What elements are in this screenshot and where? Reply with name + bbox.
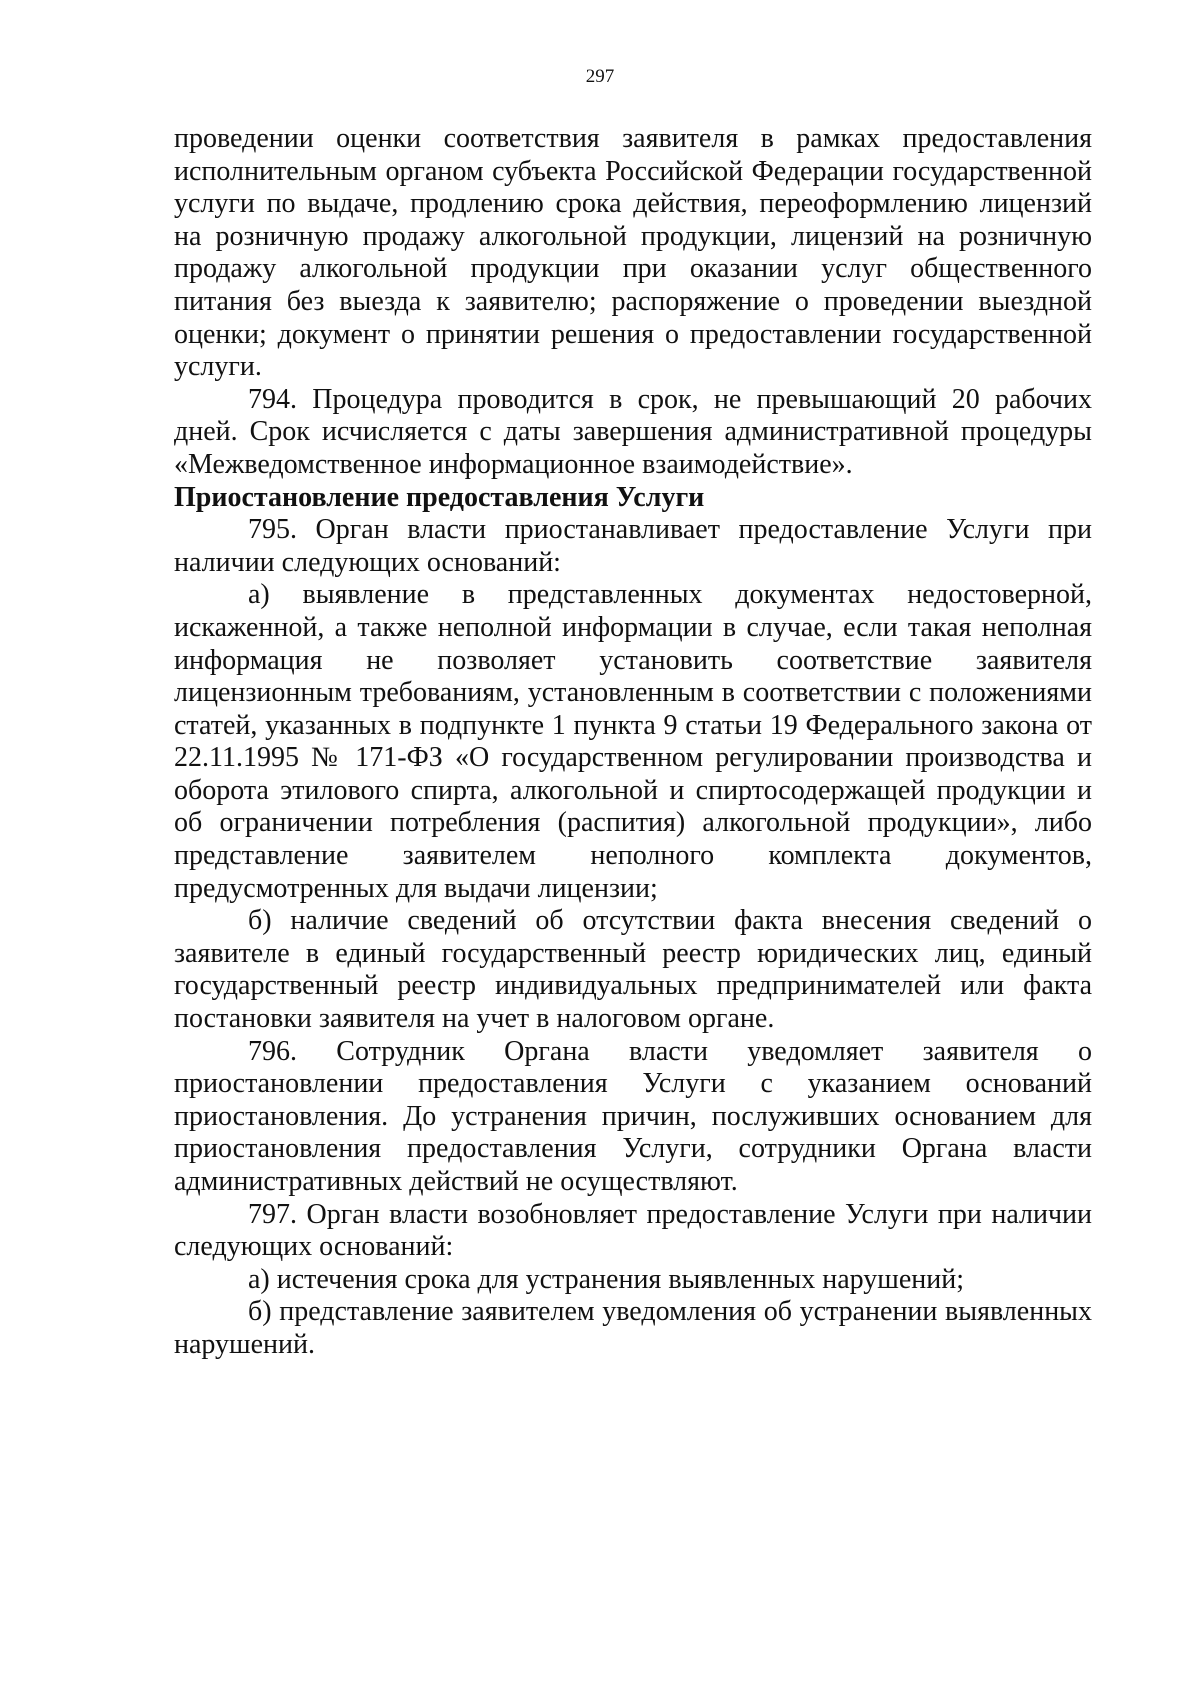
paragraph-795-b: б) наличие сведений об отсутствии факта внесения сведений о заявителе в единый государственный реестр юридических лиц, единый государственный реестр индивидуальных предпринимателей или факта постановки заявителя на учет в налоговом органе.	[174, 905, 1092, 1035]
paragraph-796: 796. Сотрудник Органа власти уведомляет заявителя о приостановлении предоставления Услуги с указанием оснований приостановления. До устранения причин, послуживших основанием для приостановления предоставления Услуги, сотрудники Органа власти административных действий не осуществляют.	[174, 1035, 1092, 1197]
paragraph-795-a: а) выявление в представленных документах недостоверной, искаженной, а также неполной информации в случае, если такая неполная информация не позволяет установить соответствие заявителя лицензионным требованиям, установленным в соответствии с положениями статей, указанных в подпункте 1 пункта 9 статьи 19 Федерального закона от 22.11.1995 № 171-ФЗ «О государственном регулировании производства и оборота этилового спирта, алкогольной и спиртосодержащей продукции и об ограничении потребления (распития) алкогольной продукции», либо представление заявителем неполного комплекта документов, предусмотренных для выдачи лицензии;	[174, 579, 1092, 904]
paragraph-continuation: проведении оценки соответствия заявителя в рамках предоставления исполнительным органом субъекта Российской Федерации государственной услуги по выдаче, продлению срока действия, переоформлению лицензий на розничную продажу алкогольной продукции, лицензий на розничную продажу алкогольной продукции при оказании услуг общественного питания без выезда к заявителю; распоряжение о проведении выездной оценки; документ о принятии решения о предоставлении государственной услуги.	[174, 123, 1092, 383]
page-number: 297	[585, 66, 615, 87]
document-body	[174, 123, 1092, 1362]
paragraph-794: 794. Процедура проводится в срок, не превышающий 20 рабочих дней. Срок исчисляется с даты завершения административной процедуры «Межведомственное информационное взаимодействие».	[174, 383, 1092, 480]
paragraph-797-a: а) истечения срока для устранения выявленных нарушений;	[248, 1263, 965, 1295]
section-heading: Приостановление предоставления Услуги	[174, 481, 705, 513]
paragraph-797-b: б) представление заявителем уведомления об устранении выявленных нарушений.	[174, 1296, 1092, 1360]
paragraph-795: 795. Орган власти приостанавливает предоставление Услуги при наличии следующих оснований:	[174, 514, 1092, 578]
paragraph-797: 797. Орган власти возобновляет предоставление Услуги при наличии следующих оснований:	[174, 1198, 1092, 1263]
